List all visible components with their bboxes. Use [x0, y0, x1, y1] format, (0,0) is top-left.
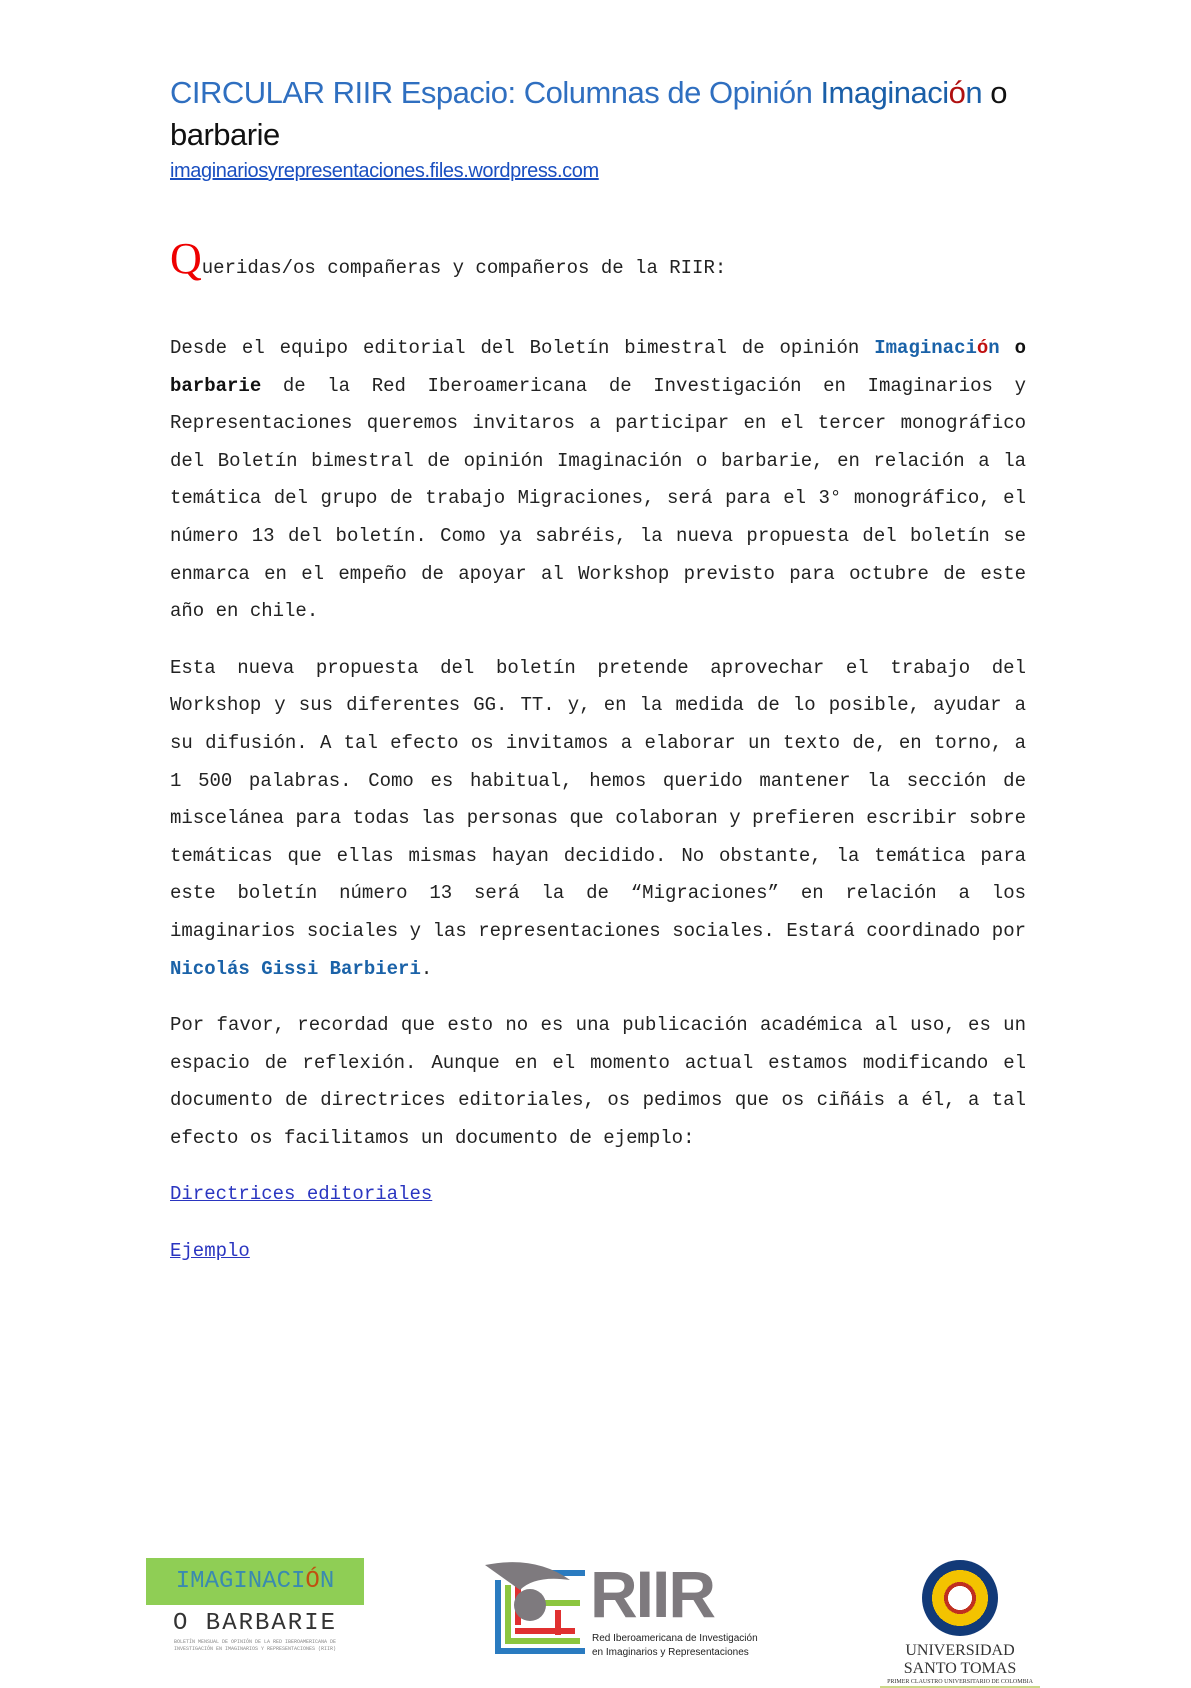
title-accent: ó	[948, 75, 966, 110]
p2-end: .	[420, 957, 433, 980]
drop-cap: Q	[170, 234, 202, 283]
title-n: n	[965, 75, 983, 110]
logo1-b: Ó	[305, 1568, 320, 1595]
directrices-link[interactable]: Directrices editoriales	[170, 1183, 433, 1206]
riir-emblem-icon	[485, 1560, 590, 1660]
title-suffix: o barbarie	[170, 75, 1007, 152]
title-imaginacion	[820, 75, 982, 110]
title-im: Imaginaci	[820, 75, 949, 110]
p1-im: Imaginaci	[874, 337, 977, 359]
o-barbarie-bold: o barbarie	[170, 337, 1026, 397]
riir-subtitle	[592, 1632, 758, 1660]
site-link[interactable]: imaginariosyrepresentaciones.files.wordpress.com	[170, 160, 599, 182]
ejemplo-link[interactable]: Ejemplo	[170, 1240, 250, 1263]
page-title	[170, 72, 1050, 156]
riir-sub1: Red Iberoamericana de Investigación	[592, 1633, 758, 1644]
paragraph-1	[170, 330, 1026, 631]
greeting-text: ueridas/os compañeras y compañeros de la RIIR:	[201, 257, 727, 279]
logo1-small: BOLETÍN MENSUAL DE OPINIÓN DE LA RED IBEROAMERICANA DE INVESTIGACIÓN EN IMAGINARIOS Y REPRESENTACIONES (RIIR)	[173, 1639, 337, 1652]
logo1-a: IMAGINACI	[175, 1568, 306, 1595]
greeting	[170, 236, 726, 291]
imaginacion-bold	[874, 337, 999, 359]
p1-text-b: de la Red Iberoamericana de Investigación en Imaginarios y Representaciones queremos invitaros a participar en el tercer monográfico del Boletín bimestral de opinión Imaginación o barbarie, en relación a la temática del grupo de trabajo Migraciones, será para el 3° monográfico, el número 13 del boletín. Como ya sabréis, la nueva propuesta del boletín se enmarca en el empeño de apoyar al Workshop previsto para octubre de este año en chile.	[170, 374, 1026, 623]
imaginacion-o-barbarie-logo	[146, 1558, 364, 1653]
coordinator-name: Nicolás Gissi Barbieri	[170, 957, 421, 980]
riir-logo	[485, 1557, 765, 1660]
logo1-c: N	[319, 1568, 335, 1595]
footer-logos	[0, 1557, 1191, 1685]
university-name: UNIVERSIDAD SANTO TOMAS	[903, 1642, 1017, 1677]
letter-body	[170, 330, 1026, 1290]
riir-name: RIIR	[590, 1557, 714, 1631]
logo1-banner	[146, 1558, 364, 1605]
paragraph-2	[170, 650, 1026, 988]
p2-text: Esta nueva propuesta del boletín pretende aprovechar el trabajo del Workshop y sus diferentes GG. TT. y, en la medida de lo posible, ayudar a su difusión. A tal efecto os invitamos a elaborar un texto de, en torno, a 1 500 palabras. Como es habitual, hemos querido mantener la sección de miscelánea para todas las personas que colaboran y prefieren escribir sobre temáticas que ellas mismas hayan decidido. No obstante, la temática para este boletín número 13 será la de “Migraciones” en relación a los imaginarios sociales y las representaciones sociales. Estará coordinado por	[170, 656, 1026, 942]
sun-emblem-icon	[922, 1560, 998, 1636]
santo-tomas-logo	[880, 1560, 1040, 1688]
title-prefix: CIRCULAR RIIR Espacio: Columnas de Opinión	[170, 75, 821, 110]
university-tagline: PRIMER CLAUSTRO UNIVERSITARIO DE COLOMBIA	[880, 1678, 1040, 1688]
p1-n: n	[988, 337, 1000, 359]
riir-sub2: en Imaginarios y Representaciones	[592, 1647, 749, 1658]
paragraph-3: Por favor, recordad que esto no es una publicación académica al uso, es un espacio de reflexión. Aunque en el momento actual estamos modificando el documento de directrices editoriales, os pedimos que os ciñáis a él, a tal efecto os facilitamos un documento de ejemplo:	[170, 1014, 1026, 1149]
logo1-line2: O BARBARIE	[172, 1610, 338, 1637]
p1-acc: ó	[976, 337, 989, 359]
p1-text-a: Desde el equipo editorial del Boletín bimestral de opinión	[170, 337, 875, 359]
